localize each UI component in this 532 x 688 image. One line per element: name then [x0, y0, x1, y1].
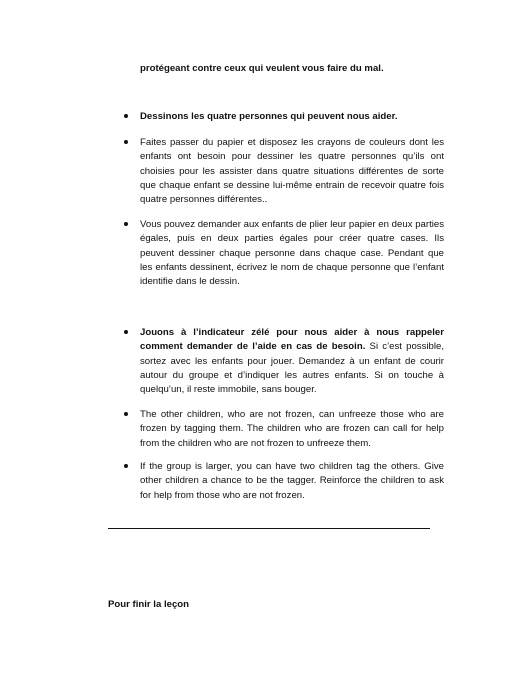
- bullet-icon: [124, 464, 128, 468]
- bullet-text: [140, 408, 444, 451]
- bullet-text: [140, 218, 444, 289]
- bullet-body-text: The other children, who are not frozen, can unfreeze those who are frozen by tagging them. The children who are frozen can call for help from the children who are not frozen to unfreeze them.: [140, 409, 444, 449]
- bullet-icon: [124, 330, 128, 334]
- bullet-bold-text: Dessinons les quatre personnes qui peuvent nous aider.: [140, 111, 398, 122]
- bullet-text: [140, 460, 444, 503]
- bullet-icon: [124, 412, 128, 416]
- bullet-body-text: If the group is larger, you can have two children tag the others. Give other children a chance to be the tagger. Reinforce the children to ask for help from those who are not frozen.: [140, 461, 444, 501]
- bullet-body-text: Faites passer du papier et disposez les crayons de couleurs dont les enfants ont besoin pour dessiner les quatre personnes qu’ils ont choisies pour les assister dans quatre situations différentes de sorte que chaque enfant se dessine lui-même entrain de recevoir quatre fois quatre personnes différentes..: [140, 137, 444, 206]
- bullet-text: [140, 136, 444, 207]
- bullet-body-text: Vous pouvez demander aux enfants de plier leur papier en deux parties égales, puis en deux parties égales pour créer quatre cases. Ils peuvent dessiner chaque personne dans chaque case. Pendant que les enfants dessinent, écrivez le nom de chaque personne que l’enfant identifie dans le dessin.: [140, 219, 444, 288]
- intro-line: protégeant contre ceux qui veulent vous faire du mal.: [140, 63, 384, 74]
- bullet-icon: [124, 114, 128, 118]
- bullet-body-text: Si c’est possible, sortez avec les enfants pour jouer. Demandez à un enfant de courir autour du groupe et d’indiquer les autres enfants. Si on touche à quelqu’un, il reste immobile, sans bouger.: [140, 341, 444, 396]
- horizontal-rule: [108, 528, 430, 529]
- bullet-bold-text: Jouons à l’indicateur zélé pour nous aider à nous rappeler comment demander de l’aide en cas de besoin.: [140, 327, 444, 353]
- bullet-icon: [124, 140, 128, 144]
- bullet-icon: [124, 222, 128, 226]
- bullet-text: [140, 326, 444, 397]
- bullet-text: [140, 110, 444, 124]
- section-heading: Pour finir la leçon: [108, 599, 190, 610]
